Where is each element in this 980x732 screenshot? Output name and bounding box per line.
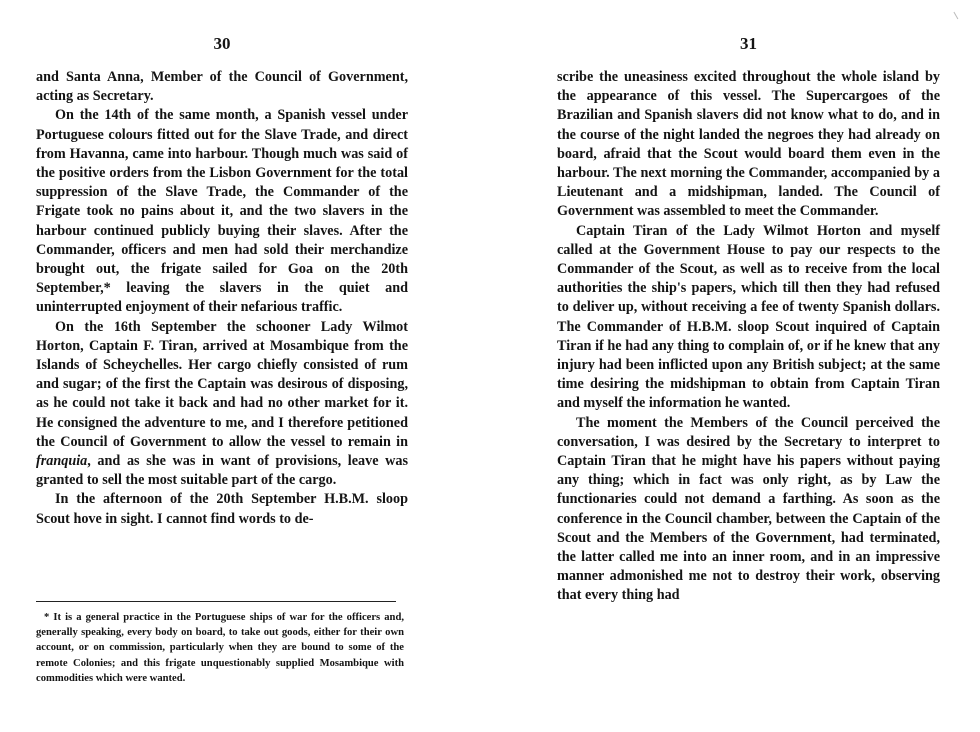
paragraph: On the 14th of the same month, a Spanish vessel under Portuguese colours fitted out for the Slave Trade, and direct from Havanna, came into harbour. Though much was said of the positive orders from the Lisbon Government for the total suppression of the Slave Trade, the Commander of the Frigate took no pains about it, and the two slavers in the harbour continued publicly buying their slaves. After the Commander, officers and men had sold their merchandize brought out, the frigate sailed for Goa on the 20th September,* leaving the slavers in the quiet and uninterrupted enjoyment of their nefarious traffic. [36, 107, 408, 316]
footnote [36, 610, 404, 686]
paragraph: The moment the Members of the Council perceived the conversation, I was desired by the Secretary to interpret to Captain Tiran that he might have his papers without paying any thing; which in fact was only right, as by Law the functionaries could not demand a farthing. As soon as the conference in the Council chamber, between the Captain of the Scout and the Members of the Government, had terminated, the latter called me into an inner room, and in an impressive manner admonished me not to destroy their work, observing that every thing had [557, 414, 940, 604]
italic-term: franquia [36, 453, 88, 470]
right-page-body [557, 68, 940, 606]
paragraph: In the afternoon of the 20th September H.B.M. sloop Scout hove in sight. I cannot find words to de- [36, 491, 408, 527]
left-page-body [36, 68, 408, 529]
page-number-right: 31 [740, 34, 757, 53]
paragraph: Captain Tiran of the Lady Wilmot Horton and myself called at the Government House to pay our respects to the Commander of the Scout, as well as to receive from the local authorities the ship's papers, which till then they had refused to deliver up, without receiving a fee of twenty Spanish dollars. The Commander of H.B.M. sloop Scout inquired of Captain Tiran if he had any thing to complain of, or if he knew that any injury had been inflicted upon any British subject; at the same time desiring the midshipman to obtain from Captain Tiran and myself the information he wanted. [557, 222, 940, 412]
paragraph [36, 318, 408, 491]
paragraph-text: On the 16th September the schooner Lady Wilmot Horton, Captain F. Tiran, arrived at Mosambique from the Islands of Scheychelles. Her cargo chiefly consisted of rum and sugar; of the first the Captain was desirous of disposing, as he could not take it back and had no other market for it. He consigned the adventure to me, and I therefore petitioned the Council of Government to allow the vessel to remain in [36, 318, 408, 450]
paragraph: and Santa Anna, Member of the Council of Government, acting as Secretary. [36, 69, 408, 105]
corner-mark [953, 9, 963, 19]
paragraph-text: , and as she was in want of provisions, leave was granted to sell the most suitable part of the cargo. [36, 453, 408, 489]
page-number-left: 30 [213, 34, 231, 53]
footnote-text: * It is a general practice in the Portuguese ships of war for the officers and, generally speaking, every body on board, to take out goods, either for their own account, or on commission, particularly when they are bound to some of the remote Colonies; and this frigate unquestionably supplied Mosambique with commodities which were wanted. [36, 612, 404, 684]
footnote-divider [36, 601, 396, 602]
paragraph: scribe the uneasiness excited throughout the whole island by the appearance of this vessel. The Supercargoes of the Brazilian and Spanish slavers did not know what to do, and in the course of the night landed the negroes they had already on board, afraid that the Scout would board them even in the harbour. The next morning the Commander, accompanied by a Lieutenant and a midshipman, landed. The Council of Government was assembled to meet the Commander. [557, 69, 940, 220]
